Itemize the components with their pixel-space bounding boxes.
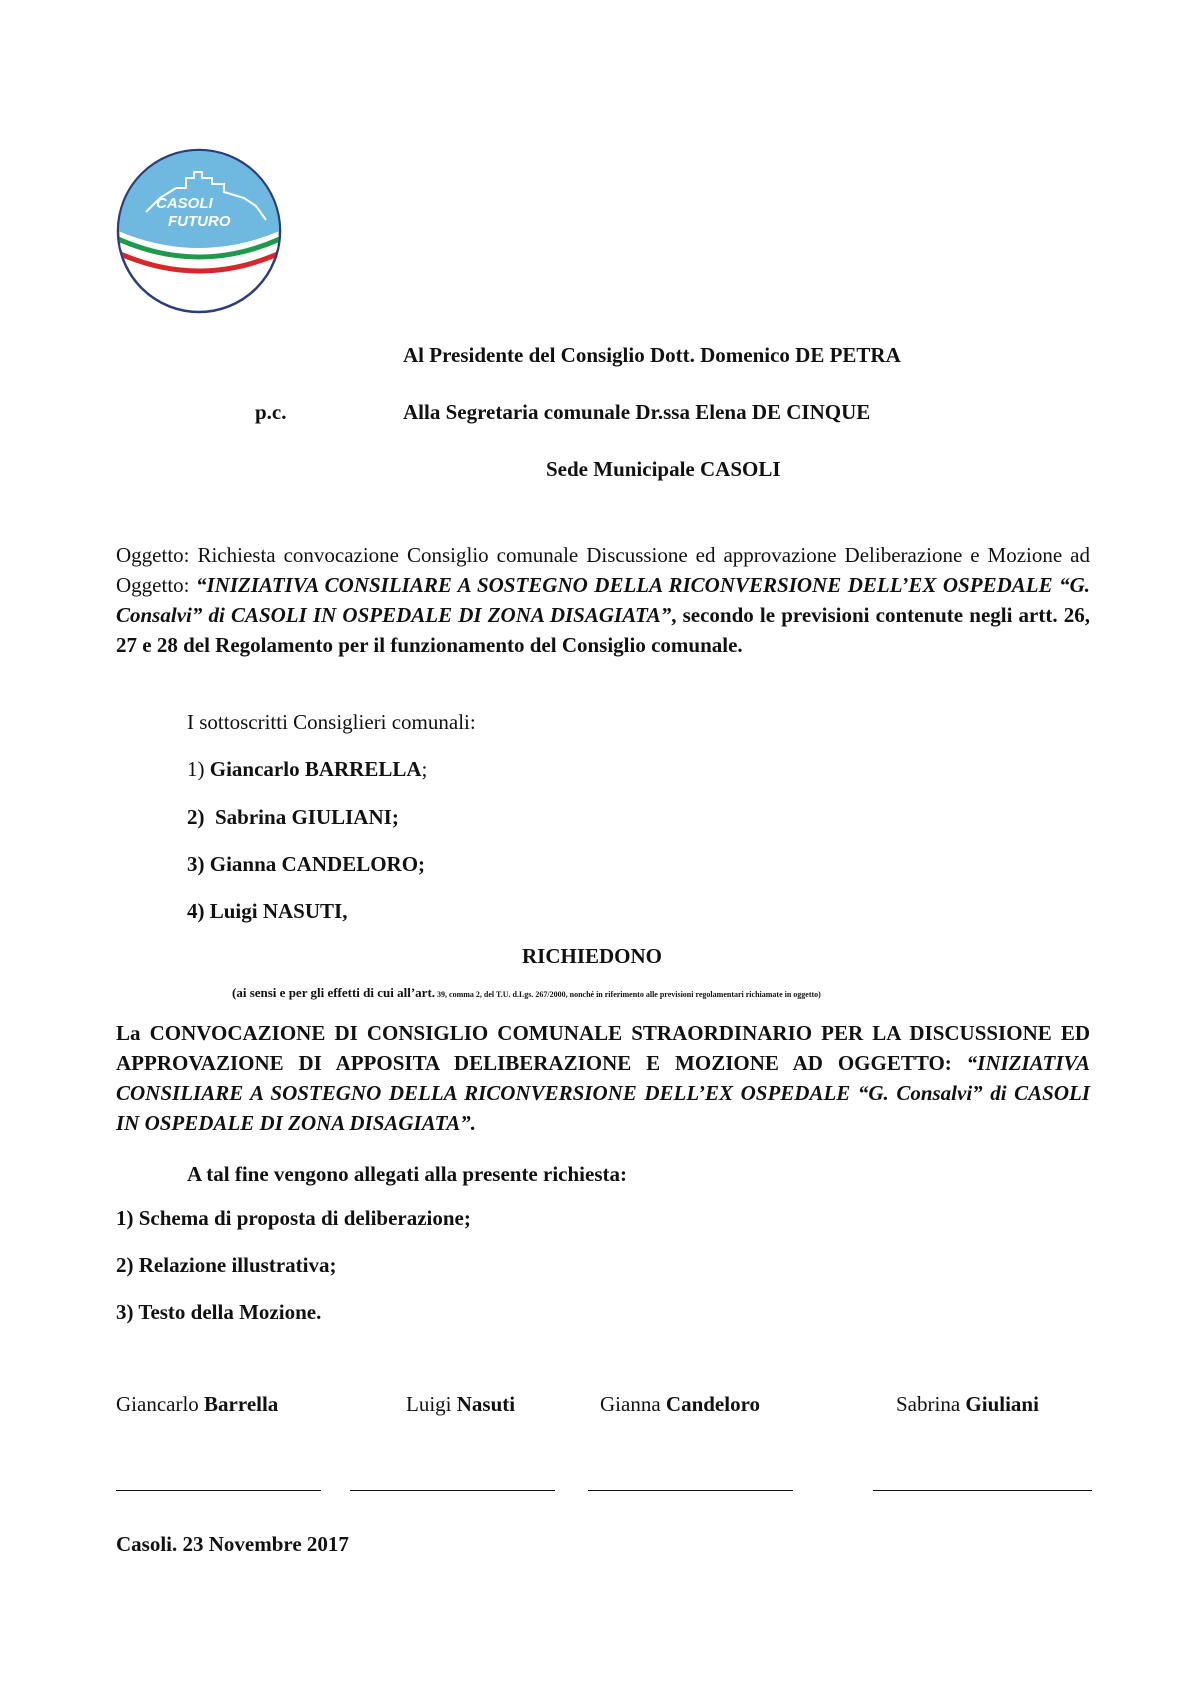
legal-reference [232,985,821,1001]
signature-line-3 [588,1490,793,1491]
logo-text-futuro: FUTURO [168,213,231,230]
councillor-1 [187,757,427,782]
signature-4-first: Sabrina [896,1392,966,1416]
councillor-3-punct: ; [418,852,426,876]
councillor-2 [187,805,399,830]
request-body-main: La CONVOCAZIONE DI CONSIGLIO COMUNALE STRAORDINARIO PER LA DISCUSSIONE ED APPROVAZIONE DI APPOSITA DELIBERAZIONE E MOZIONE AD OGGETTO: [116,1021,1090,1075]
councillor-2-name: Sabrina GIULIANI [215,805,392,829]
request-body-title: “INIZIATIVA CONSILIARE A SOSTEGNO DELLA RICONVERSIONE DELL’EX OSPEDALE “G. Consalvi” di CASOLI IN OSPEDALE DI ZONA DISAGIATA”. [116,1051,1090,1135]
attachment-3: 3) Testo della Mozione. [116,1300,322,1324]
signature-name-4 [896,1392,1039,1417]
place-date: Casoli. 23 Novembre 2017 [116,1532,349,1556]
councillor-1-name: Giancarlo BARRELLA [209,757,422,781]
councillor-2-punct: ; [391,805,399,829]
councillor-3-name: Gianna CANDELORO [209,852,419,876]
recipient-secretary: Alla Segretaria comunale Dr.ssa Elena DE CINQUE [403,400,871,424]
pc-label: p.c. [255,400,287,424]
signature-2-first: Luigi [406,1392,457,1416]
signature-line-2 [350,1490,555,1491]
councillor-1-punct: ; [421,757,428,781]
attachment-2: 2) Relazione illustrativa; [116,1253,337,1277]
signature-name-3 [600,1392,760,1417]
logo-text-casoli: CASOLI [156,195,213,212]
councillor-4-name: Luigi NASUTI [209,899,343,923]
request-body [116,1018,1090,1138]
subject-tail: , secondo le previsioni contenute negli artt. 26, 27 e 28 del Regolamento per il funzionamento del Consiglio comunale. [116,603,1091,657]
councillor-4 [187,899,347,924]
councillor-4-number: 4) [187,899,210,923]
subject-title: “INIZIATIVA CONSILIARE A SOSTEGNO DELLA RICONVERSIONE DELL’EX OSPEDALE “G. Consalvi” di CASOLI IN OSPEDALE DI ZONA DISAGIATA” [116,573,1090,627]
subject-paragraph [116,540,1090,660]
subject-intro: Oggetto: Richiesta convocazione Consiglio comunale Discussione ed approvazione Deliberazione e Mozione ad Oggetto: [116,543,1090,597]
councillor-3-number: 3) [187,852,210,876]
recipient-president: Al Presidente del Consiglio Dott. Domenico DE PETRA [403,343,901,367]
casoli-futuro-logo [116,148,282,314]
signature-1-last: Barrella [204,1392,279,1416]
attachment-1: 1) Schema di proposta di deliberazione; [116,1206,471,1230]
councillor-2-number: 2) [187,805,215,829]
signature-name-1 [116,1392,278,1417]
councillor-1-number: 1) [187,757,210,781]
request-heading: RICHIEDONO [522,944,663,968]
signature-2-last: Nasuti [456,1392,516,1416]
signature-line-4 [873,1490,1092,1491]
signature-4-last: Giuliani [965,1392,1039,1416]
councillor-3 [187,852,425,877]
legal-ref-small: 39, comma 2, del T.U. d.Lgs. 267/2000, nonché in riferimento alle previsioni regolamentari richiamate in oggetto) [435,990,821,999]
undersigned-intro: I sottoscritti Consiglieri comunali: [187,710,476,734]
recipient-seat: Sede Municipale CASOLI [546,457,781,481]
signature-3-first: Gianna [600,1392,666,1416]
signature-name-2 [406,1392,515,1417]
legal-ref-main: (ai sensi e per gli effetti di cui all’art. [232,985,436,1000]
signature-line-1 [116,1490,321,1491]
attachments-intro: A tal fine vengono allegati alla presente richiesta: [187,1162,627,1186]
signature-3-last: Candeloro [665,1392,761,1416]
signature-1-first: Giancarlo [116,1392,205,1416]
councillor-4-punct: , [342,899,348,923]
